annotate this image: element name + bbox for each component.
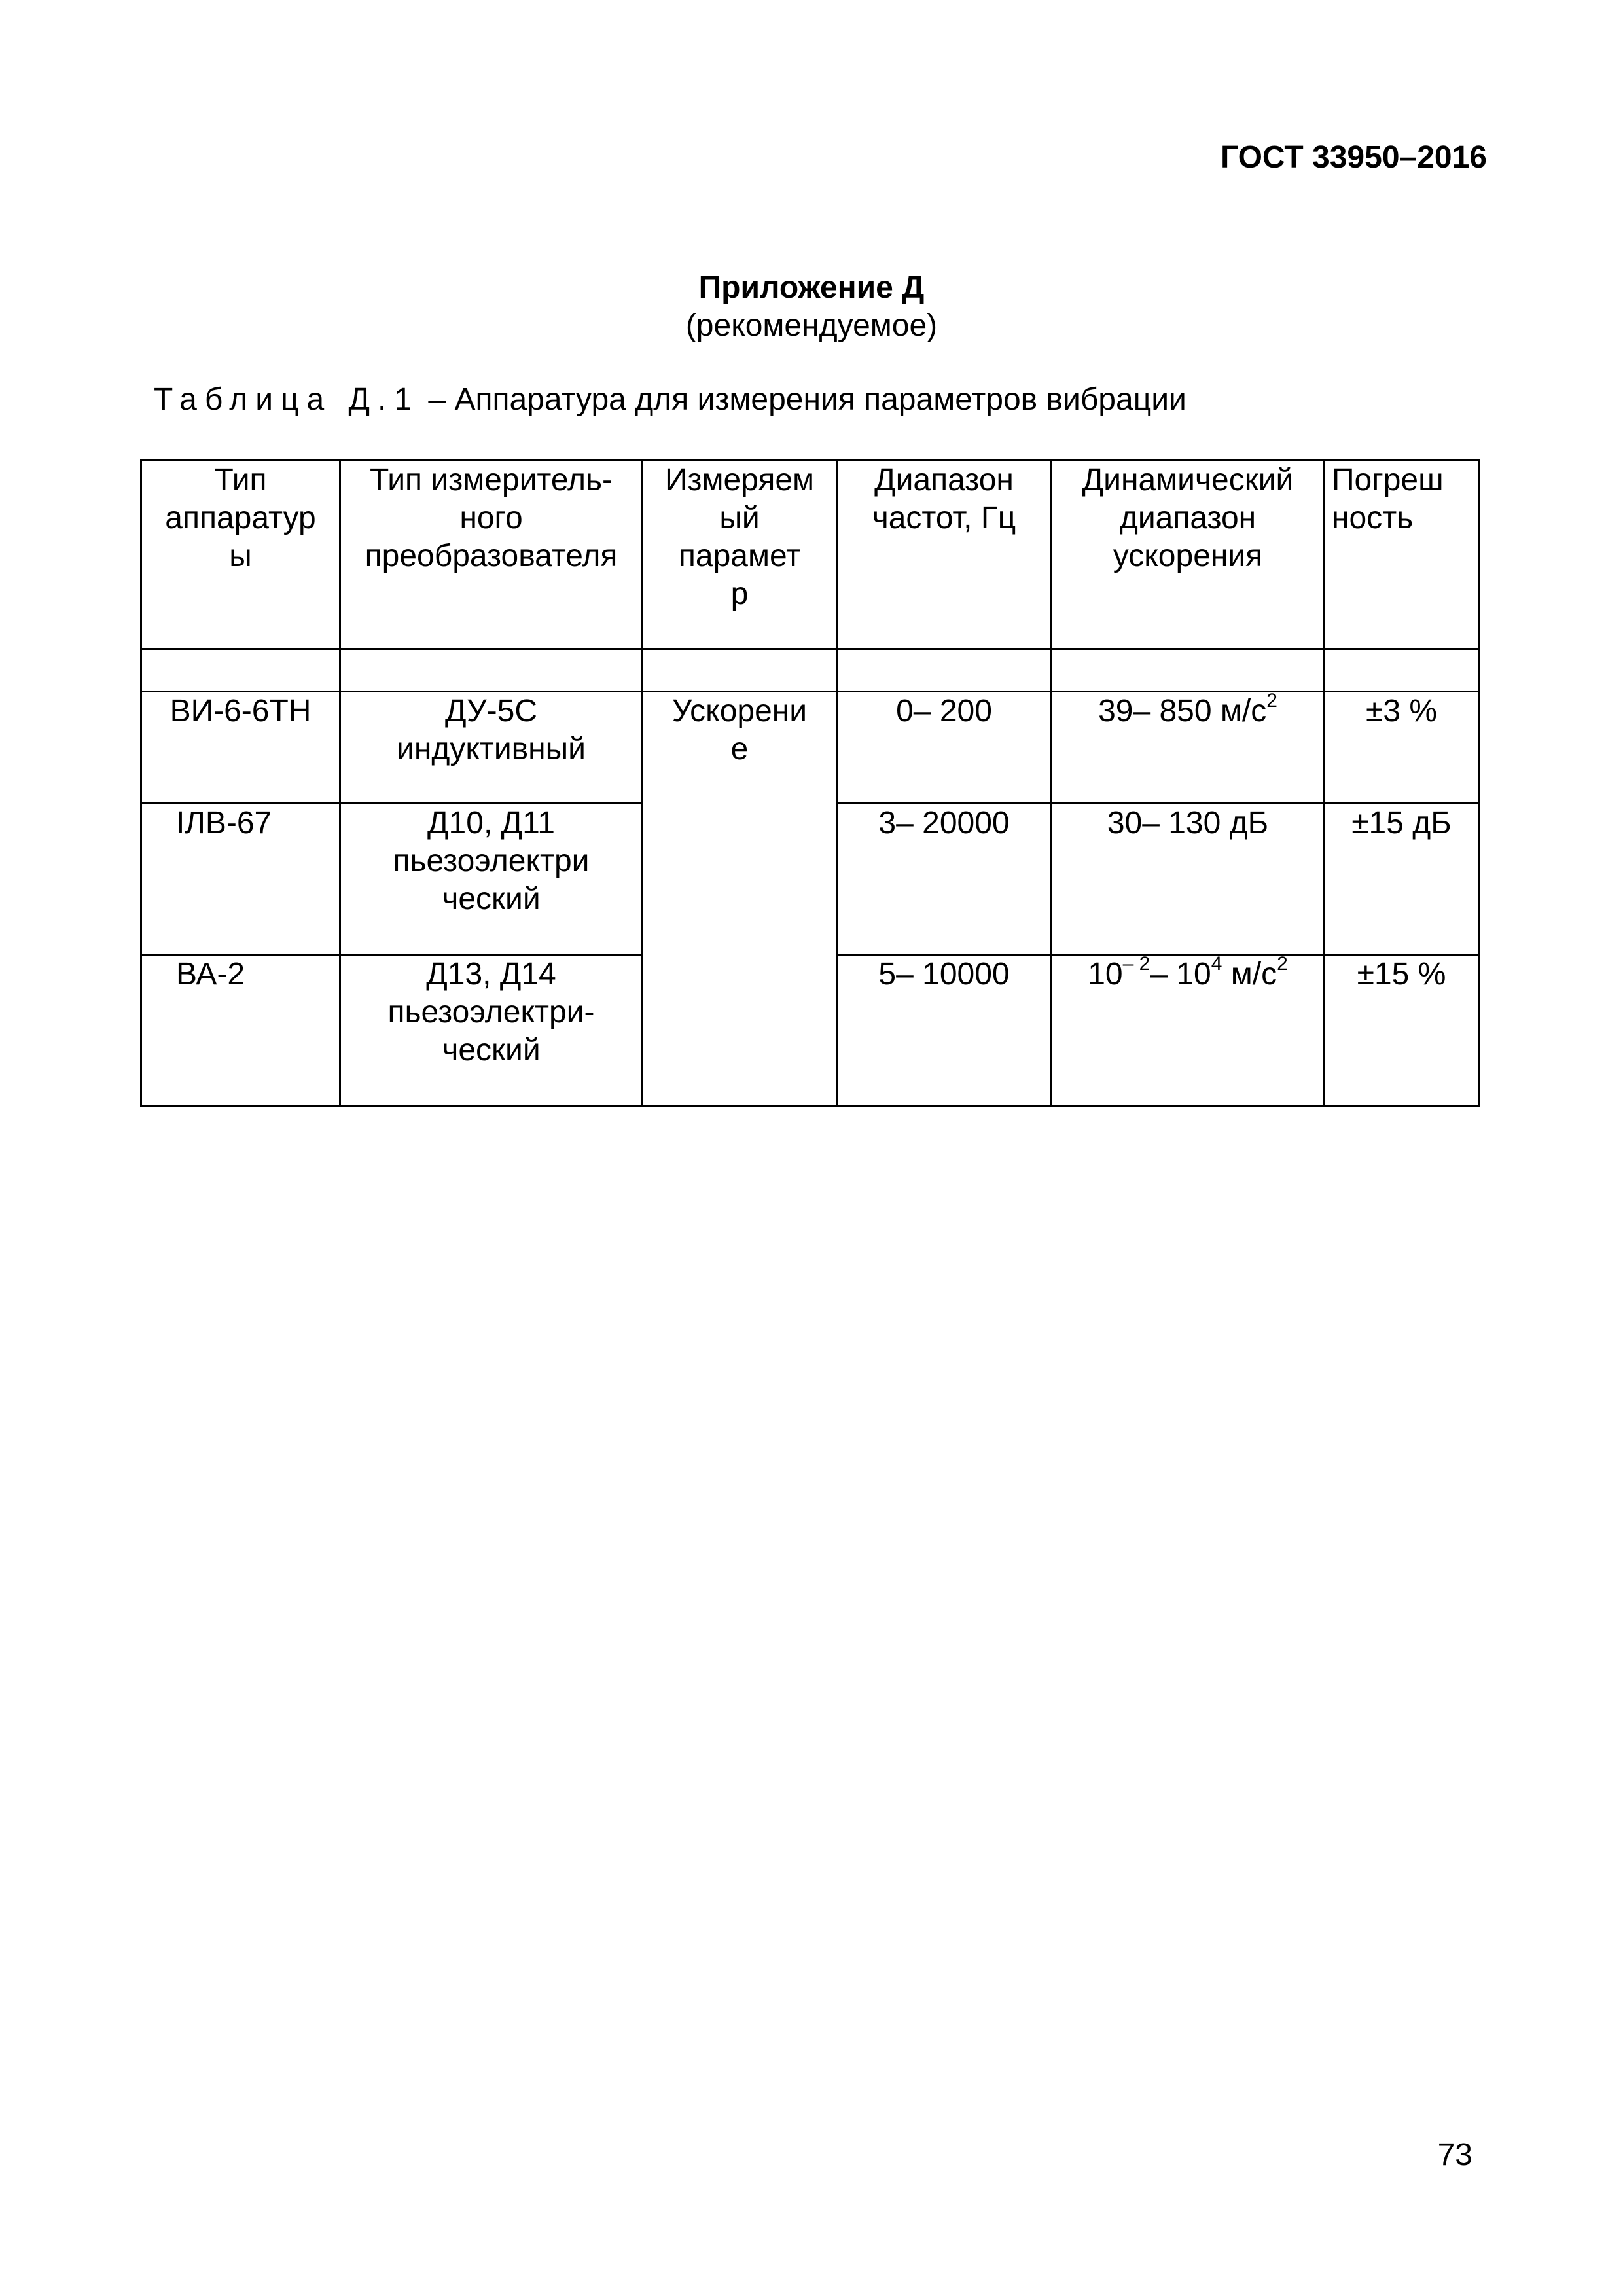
standard-designation: ГОСТ 33950–2016 [1221,140,1487,175]
dynamic-range-value: 30– 130 дБ [1107,806,1269,840]
header-sensor-type [340,461,643,649]
error-value: ±15 % [1357,957,1446,992]
equipment-table [140,459,1480,1107]
table-cell [837,649,1052,692]
device-name: ВА-2 [176,957,245,992]
header-device-type [141,461,340,649]
dynamic-range-value: 39– 850 м/с [1098,694,1267,728]
frequency-value: 3– 20000 [878,806,1010,840]
dynamic-range-cell [1052,955,1325,1106]
table-cell [141,649,340,692]
table-cell [1325,649,1479,692]
table-caption-text: Аппаратура для измерения параметров вибрации [454,382,1186,417]
table-caption [154,382,1186,418]
sensor-cell [340,692,643,804]
sensor-cell [340,955,643,1106]
frequency-cell [837,804,1052,955]
header-error [1325,461,1479,649]
dynamic-range-unit-exponent: 2 [1277,954,1288,975]
table-cell [1052,649,1325,692]
error-cell [1325,692,1479,804]
measured-parameter-cell [643,692,837,1106]
error-value: ±3 % [1365,694,1438,728]
table-cell [340,649,643,692]
sensor-name: ДУ-5С индуктивный [397,694,586,766]
sensor-name: Д13, Д14 пьезоэлектри- ческий [387,957,595,1067]
table-cell [643,649,837,692]
header-sensor-type-text: Тип измеритель- ного преобразователя [365,463,618,573]
device-cell [141,955,340,1106]
dynamic-range-cell [1052,804,1325,955]
header-dynamic-range-text: Динамический диапазон ускорения [1082,463,1294,573]
device-cell [141,804,340,955]
table-caption-number: Таблица Д.1 [154,382,420,417]
sensor-name: Д10, Д11 пьезоэлектри ческий [393,806,590,916]
header-measured-parameter-text: Измеряем ый парамет р [664,463,815,611]
table-row [141,692,1479,804]
appendix-title: Приложение Д [698,270,925,305]
table-header-row [141,461,1479,649]
header-error-text: Погреш ность [1332,463,1444,535]
dynamic-range-exponent: 2 [1266,691,1277,711]
dynamic-range-base: 10 [1088,957,1123,992]
device-name: ВИ-6-6ТН [169,694,312,728]
sensor-cell [340,804,643,955]
dynamic-range-cell [1052,692,1325,804]
dynamic-range-upper-exponent: 4 [1211,954,1222,975]
device-cell [141,692,340,804]
error-cell [1325,804,1479,955]
frequency-value: 5– 10000 [878,957,1010,992]
header-frequency-range [837,461,1052,649]
table-row-empty [141,649,1479,692]
frequency-cell [837,955,1052,1106]
header-frequency-range-text: Диапазон частот, Гц [872,463,1016,535]
error-value: ±15 дБ [1351,806,1452,840]
table-caption-dash: – [428,382,446,417]
frequency-cell [837,692,1052,804]
dynamic-range-unit: м/с [1222,957,1277,992]
page-number: 73 [1437,2138,1472,2172]
dynamic-range-upper-base: – 10 [1150,957,1211,992]
header-dynamic-range [1052,461,1325,649]
error-cell [1325,955,1479,1106]
header-measured-parameter [643,461,837,649]
appendix-subtitle: (рекомендуемое) [685,308,938,343]
measured-parameter-text: Ускорени е [671,694,808,766]
header-device-type-text: Тип аппаратур ы [165,463,316,573]
dynamic-range-exponent: – 2 [1122,954,1150,975]
frequency-value: 0– 200 [896,694,992,728]
device-name: IЛВ-67 [176,806,272,840]
